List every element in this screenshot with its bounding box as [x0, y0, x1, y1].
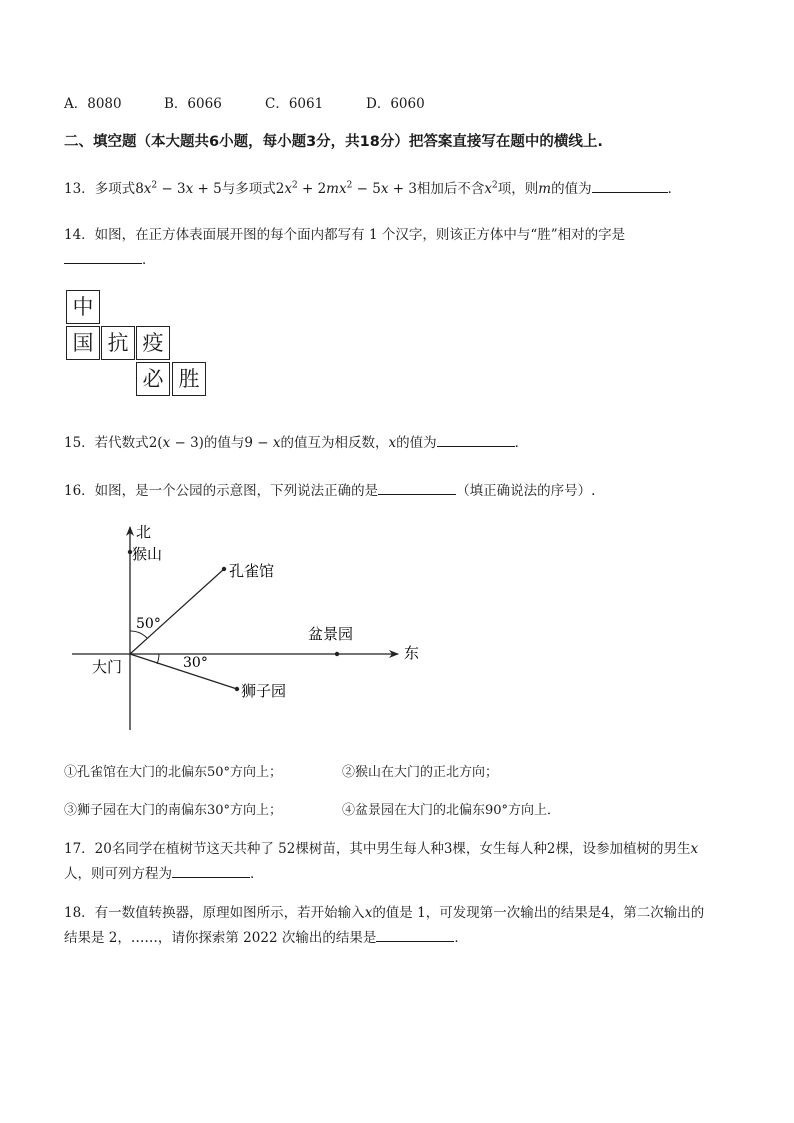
bonsai-point	[335, 652, 339, 656]
q13-text: 多项式	[94, 181, 136, 197]
statement-3: ③狮子园在大门的南偏东30°方向上；	[64, 803, 283, 818]
net-cell-bi: 必	[136, 362, 170, 396]
peacock-ray	[130, 569, 224, 654]
angle-arc-30	[157, 654, 159, 664]
q13-text5: 的值为	[551, 181, 592, 197]
q17-answer-blank[interactable]	[172, 863, 250, 878]
q18-line2: 结果是 2，……，请你探索第 2022 次输出的结果是 ．	[64, 926, 468, 946]
q13-text3: 相加后不含	[416, 181, 485, 197]
angle-arc-50	[130, 631, 147, 638]
park-map	[60, 515, 440, 740]
option-b: B．6066	[164, 96, 222, 112]
net-cell-guo: 国	[66, 326, 100, 360]
north-label: 北	[136, 523, 152, 541]
q17-line2: 人，则可列方程为 ．	[64, 862, 264, 882]
peacock-point	[222, 567, 226, 571]
statement-2: ②猴山在大门的正北方向；	[342, 765, 499, 780]
q18-answer-blank[interactable]	[376, 927, 454, 942]
gate-label: 大门	[92, 658, 123, 676]
question-17: 17．20名同学在植树节这天共种了 52棵树苗，其中男生每人种3棵，女生每人种2棵，设参加植树的男生x	[64, 841, 699, 857]
question-18: 18．有一数值转换器，原理如图所示，若开始输入x的值是 1，可发现第一次输出的结果是4，第二次输出的	[64, 905, 705, 921]
net-cell-sheng: 胜	[172, 362, 206, 396]
angle-50-label: 50°	[136, 616, 161, 632]
q16-answer-blank[interactable]	[378, 480, 456, 495]
q14-answer-blank[interactable]	[64, 249, 142, 264]
q13-answer-blank[interactable]	[592, 178, 668, 193]
q15-expr2: 9 − x	[244, 435, 281, 451]
option-d: D．6060	[366, 96, 425, 112]
question-13: 13．多项式$8x^2 - 3x + 5$与多项式$2x^2 + 2mx^2 - 5x + 3$相加后不含$x^2$项，则m的值为 ．	[64, 177, 681, 197]
option-c: C．6061	[265, 96, 324, 112]
q15-expr1: 2(x − 3)	[148, 435, 204, 451]
q14-line2: ．	[64, 248, 156, 268]
net-cell-zhong: 中	[66, 290, 100, 324]
q13-var-m: m	[538, 181, 552, 197]
statement-1: ①孔雀馆在大门的北偏东50°方向上；	[64, 765, 283, 780]
angle-30-label: 30°	[183, 655, 208, 671]
bonsai-label: 盆景园	[308, 625, 354, 643]
lion-point	[235, 687, 239, 691]
q13-expr1: $8x^2 - 3x + 5$	[135, 180, 222, 197]
east-label: 东	[404, 644, 420, 662]
q13-text2: 与多项式	[221, 181, 276, 197]
peacock-label: 孔雀馆	[229, 562, 275, 580]
q13-number: 13．	[64, 181, 95, 197]
q13-expr3: $x^2$	[484, 180, 498, 197]
q15-answer-blank[interactable]	[437, 432, 515, 447]
q13-expr2: $2x^2 + 2mx^2 - 5x + 3$	[275, 180, 417, 197]
net-cell-kang: 抗	[101, 326, 135, 360]
option-a: A．8080	[64, 96, 122, 112]
section-heading: 二、填空题（本大题共6小题，每小题3分，共18分）把答案直接写在题中的横线上.	[64, 134, 603, 150]
question-14: 14．如图，在正方体表面展开图的每个面内都写有 1 个汉字，则该正方体中与“胜”相对的字是	[64, 227, 626, 243]
q13-text4: 项，则	[497, 181, 539, 197]
monkey-label: 猴山	[132, 545, 163, 563]
lion-label: 狮子园	[241, 682, 287, 700]
net-cell-yi: 疫	[136, 326, 170, 360]
statement-4: ④盆景园在大门的北偏东90°方向上．	[342, 803, 561, 818]
question-16: 16．如图，是一个公园的示意图，下列说法正确的是 （填正确说法的序号）.	[64, 479, 595, 499]
question-15: 15．若代数式2(x − 3)的值与9 − x的值互为相反数，x的值为 ．	[64, 431, 528, 451]
